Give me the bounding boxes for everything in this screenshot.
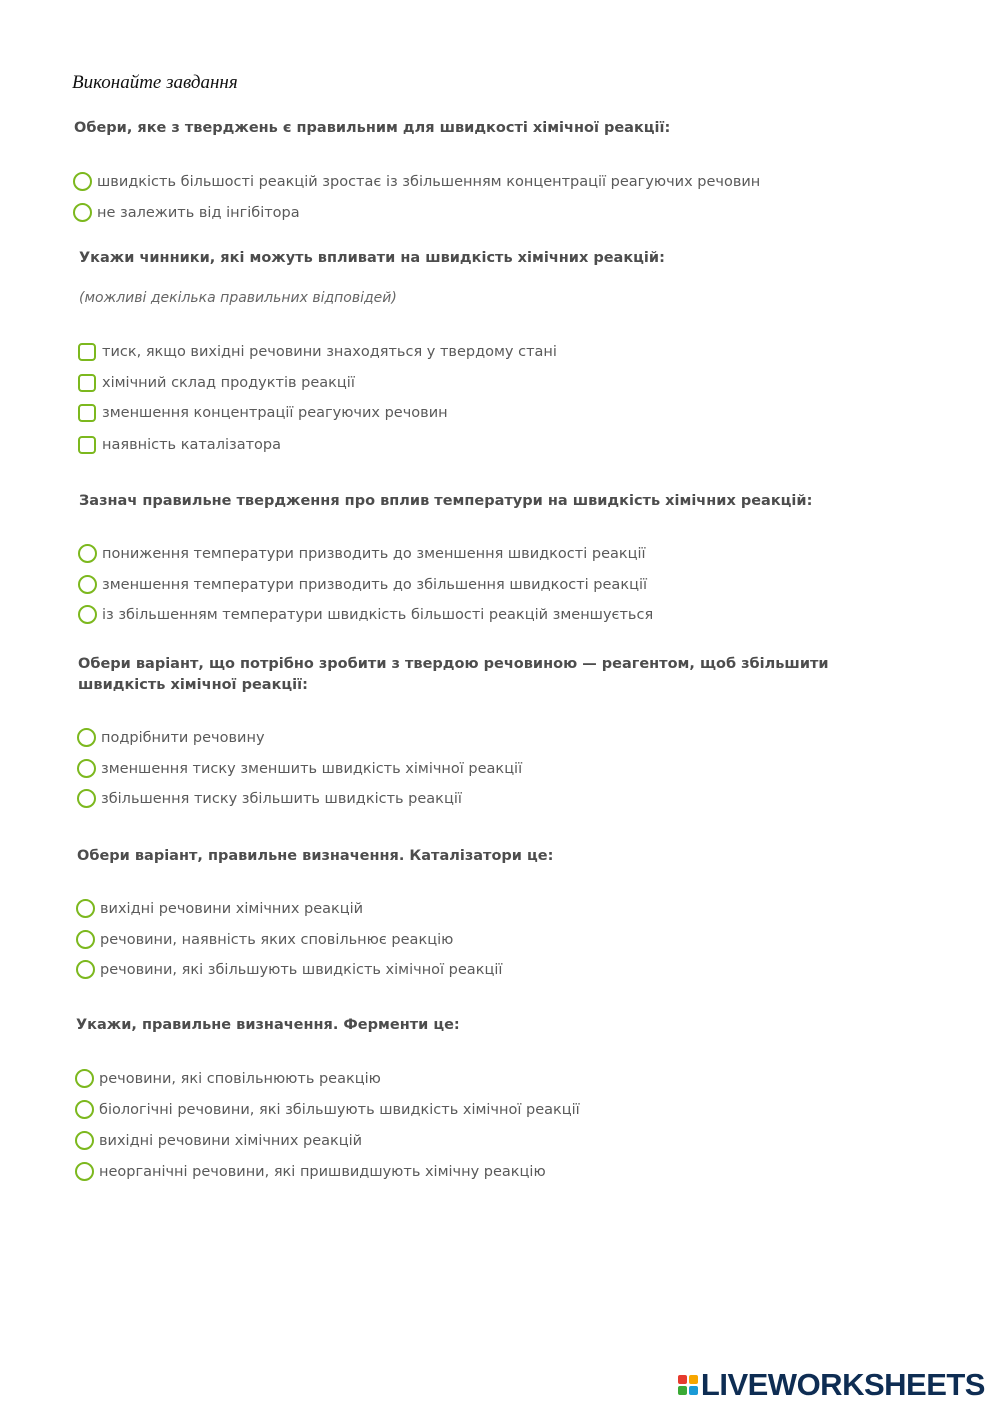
logo-text: LIVEWORKSHEETS [700, 1367, 985, 1402]
checkbox[interactable] [78, 374, 96, 392]
question-2-text: Укажи чинники, які можуть впливати на швидкість хімічних реакцій: [79, 250, 665, 266]
radio-button[interactable] [77, 789, 96, 808]
q2-option-2[interactable] [78, 374, 355, 392]
question-1-text: Обери, яке з тверджень є правильним для швидкості хімічної реакції: [74, 120, 671, 136]
option-label: подрібнити речовину [101, 729, 265, 746]
radio-button[interactable] [75, 1069, 94, 1088]
checkbox[interactable] [78, 436, 96, 454]
q6-option-4[interactable] [75, 1162, 546, 1181]
option-label: збільшення тиску збільшить швидкість реакції [101, 790, 462, 807]
radio-button[interactable] [78, 575, 97, 594]
option-label: хімічний склад продуктів реакції [102, 375, 355, 391]
radio-button[interactable] [73, 203, 92, 222]
liveworksheets-logo [678, 1367, 985, 1403]
option-label: зменшення концентрації реагуючих речовин [102, 405, 448, 421]
q1-option-2[interactable] [73, 203, 300, 222]
option-label: вихідні речовини хімічних реакцій [100, 900, 364, 917]
option-label: наявність каталізатора [102, 437, 281, 453]
question-4-text: Обери варіант, що потрібно зробити з твердою речовиною — реагентом, щоб збільшити швидкість хімічної реакції: [78, 656, 829, 693]
q2-option-1[interactable] [78, 343, 557, 361]
question-3-text: Зазнач правильне твердження про вплив температури на швидкість хімічних реакцій: [79, 493, 813, 509]
q4-option-2[interactable] [77, 759, 522, 778]
option-label: біологічні речовини, які збільшують швидкість хімічної реакції [99, 1101, 580, 1118]
q5-option-2[interactable] [76, 930, 453, 949]
option-label: пониження температури призводить до зменшення швидкості реакції [102, 545, 646, 562]
question-5-text: Обери варіант, правильне визначення. Каталізатори це: [77, 848, 554, 864]
question-6-text: Укажи, правильне визначення. Ферменти це: [76, 1017, 460, 1033]
radio-button[interactable] [76, 899, 95, 918]
radio-button[interactable] [78, 605, 97, 624]
q6-option-1[interactable] [75, 1069, 381, 1088]
q2-option-4[interactable] [78, 436, 281, 454]
logo-square-i [689, 1375, 698, 1384]
option-label: речовини, наявність яких сповільнює реакцію [100, 931, 454, 948]
page-title: Виконайте завдання [72, 72, 238, 93]
option-label: тиск, якщо вихідні речовини знаходяться у твердому стані [102, 344, 557, 360]
q2-option-3[interactable] [78, 404, 448, 422]
q5-option-3[interactable] [76, 960, 502, 979]
q4-option-3[interactable] [77, 789, 462, 808]
q6-option-2[interactable] [75, 1100, 580, 1119]
radio-button[interactable] [77, 728, 96, 747]
logo-square-e [689, 1386, 698, 1395]
option-label: речовини, які збільшують швидкість хімічної реакції [100, 961, 503, 978]
checkbox[interactable] [78, 404, 96, 422]
option-label: із збільшенням температури швидкість більшості реакцій зменшується [102, 606, 654, 623]
radio-button[interactable] [75, 1131, 94, 1150]
checkbox[interactable] [78, 343, 96, 361]
q6-option-3[interactable] [75, 1131, 362, 1150]
radio-button[interactable] [75, 1100, 94, 1119]
logo-square-v [678, 1386, 687, 1395]
option-label: вихідні речовини хімічних реакцій [99, 1132, 363, 1149]
option-label: не залежить від інгібітора [97, 204, 300, 221]
q5-option-1[interactable] [76, 899, 363, 918]
option-label: неорганічні речовини, які пришвидшують хімічну реакцію [99, 1163, 546, 1180]
logo-square-l [678, 1375, 687, 1384]
radio-button[interactable] [78, 544, 97, 563]
q3-option-3[interactable] [78, 605, 653, 624]
radio-button[interactable] [76, 930, 95, 949]
q1-option-1[interactable] [73, 172, 760, 191]
radio-button[interactable] [77, 759, 96, 778]
option-label: зменшення температури призводить до збільшення швидкості реакції [102, 576, 648, 593]
option-label: речовини, які сповільнюють реакцію [99, 1070, 381, 1087]
radio-button[interactable] [73, 172, 92, 191]
radio-button[interactable] [76, 960, 95, 979]
question-2-hint: (можливі декілька правильних відповідей) [79, 290, 397, 306]
logo-mark-icon [678, 1375, 698, 1395]
radio-button[interactable] [75, 1162, 94, 1181]
q3-option-1[interactable] [78, 544, 646, 563]
q4-option-1[interactable] [77, 728, 265, 747]
option-label: швидкість більшості реакцій зростає із збільшенням концентрації реагуючих речовин [97, 173, 761, 190]
option-label: зменшення тиску зменшить швидкість хімічної реакції [101, 760, 523, 777]
q3-option-2[interactable] [78, 575, 647, 594]
